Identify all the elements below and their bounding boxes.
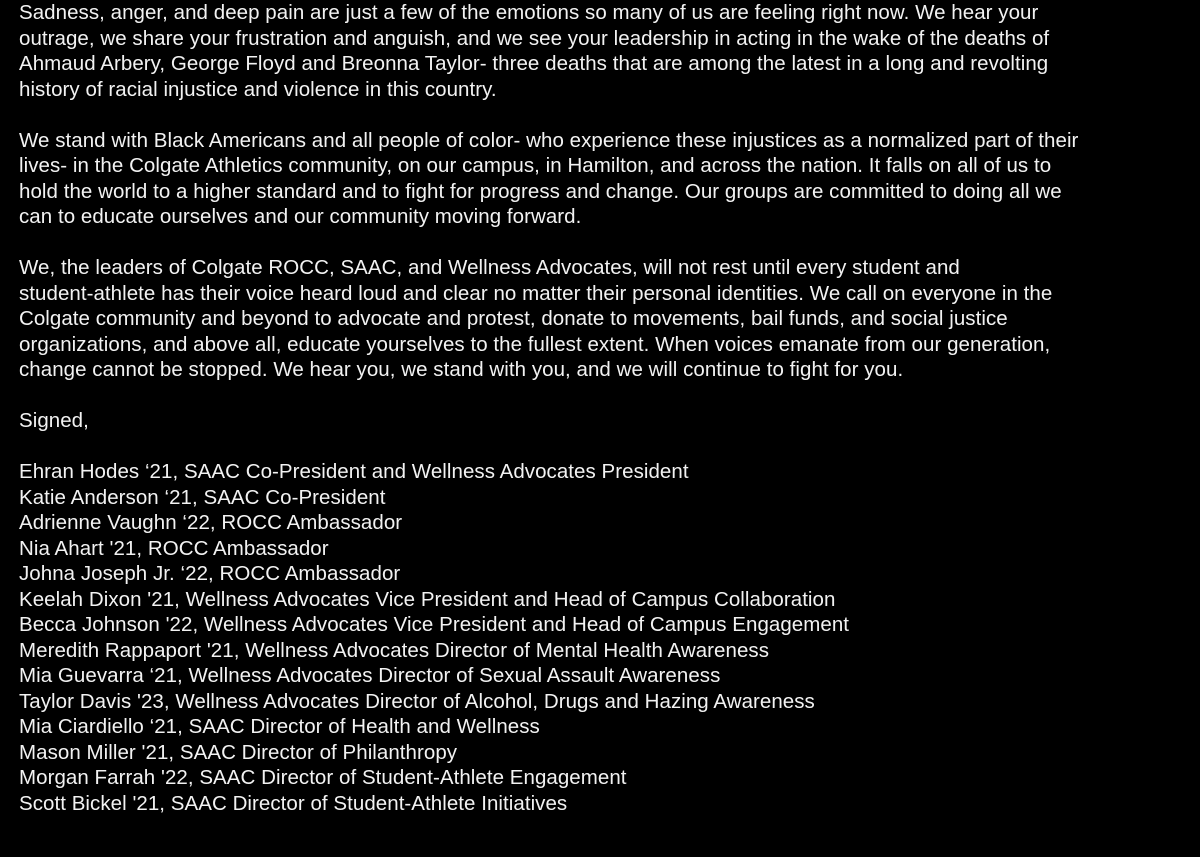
paragraph-line: change cannot be stopped. We hear you, we stand with you, and we will continue to fight for you. (19, 358, 904, 381)
signatory-list (19, 459, 1189, 816)
signatory: Mia Ciardiello ‘21, SAAC Director of Health and Wellness (19, 715, 540, 738)
signatory: Johna Joseph Jr. ‘22, ROCC Ambassador (19, 562, 401, 585)
signed-label: Signed, (19, 409, 89, 432)
signatory: Morgan Farrah '22, SAAC Director of Student-Athlete Engagement (19, 766, 627, 789)
paragraph-line: We stand with Black Americans and all people of color- who experience these injustices as a normalized part of their (19, 128, 1079, 152)
paragraph-line: Sadness, anger, and deep pain are just a few of the emotions so many of us are feeling right now. We hear your (19, 1, 1039, 24)
paragraph-line: outrage, we share your frustration and anguish, and we see your leadership in acting in the wake of the deaths of (19, 26, 1050, 50)
paragraph-line: hold the world to a higher standard and to fight for progress and change. Our groups are committed to doing all we (19, 179, 1062, 203)
signatory: Katie Anderson ‘21, SAAC Co-President (19, 485, 386, 509)
signatory: Meredith Rappaport '21, Wellness Advocates Director of Mental Health Awareness (19, 638, 769, 662)
signatory: Mia Guevarra ‘21, Wellness Advocates Director of Sexual Assault Awareness (19, 664, 721, 687)
paragraph-line: lives- in the Colgate Athletics community, on our campus, in Hamilton, and across the nation. It falls on all of us to (19, 154, 1052, 177)
signatory: Keelah Dixon '21, Wellness Advocates Vice President and Head of Campus Collaboration (19, 587, 836, 611)
paragraph-call-to-action (19, 255, 1189, 383)
paragraph-grief-and-outrage (19, 0, 1189, 102)
statement-document (19, 0, 1189, 816)
paragraph-line: history of racial injustice and violence in this country. (19, 77, 497, 101)
signatory: Becca Johnson '22, Wellness Advocates Vice President and Head of Campus Engagement (19, 613, 850, 636)
signatory: Adrienne Vaughn ‘22, ROCC Ambassador (19, 511, 403, 534)
paragraph-line: organizations, and above all, educate yourselves to the fullest extent. When voices emanate from our generation, (19, 332, 1051, 356)
paragraph-line: student-athlete has their voice heard loud and clear no matter their personal identities. We call on everyone in the (19, 281, 1053, 305)
paragraph-line: can to educate ourselves and our community moving forward. (19, 205, 582, 228)
paragraph-solidarity (19, 128, 1189, 230)
signatory: Nia Ahart '21, ROCC Ambassador (19, 536, 329, 560)
signatory: Taylor Davis '23, Wellness Advocates Director of Alcohol, Drugs and Hazing Awareness (19, 689, 815, 713)
signatory: Scott Bickel '21, SAAC Director of Student-Athlete Initiatives (19, 791, 568, 815)
paragraph-line: Colgate community and beyond to advocate and protest, donate to movements, bail funds, and social justice (19, 307, 1008, 330)
signatory: Ehran Hodes ‘21, SAAC Co-President and Wellness Advocates President (19, 460, 689, 483)
signatory: Mason Miller '21, SAAC Director of Philanthropy (19, 740, 458, 764)
paragraph-line: We, the leaders of Colgate ROCC, SAAC, and Wellness Advocates, will not rest until every student and (19, 256, 960, 279)
paragraph-line: Ahmaud Arbery, George Floyd and Breonna Taylor- three deaths that are among the latest in a long and revolting (19, 52, 1049, 75)
